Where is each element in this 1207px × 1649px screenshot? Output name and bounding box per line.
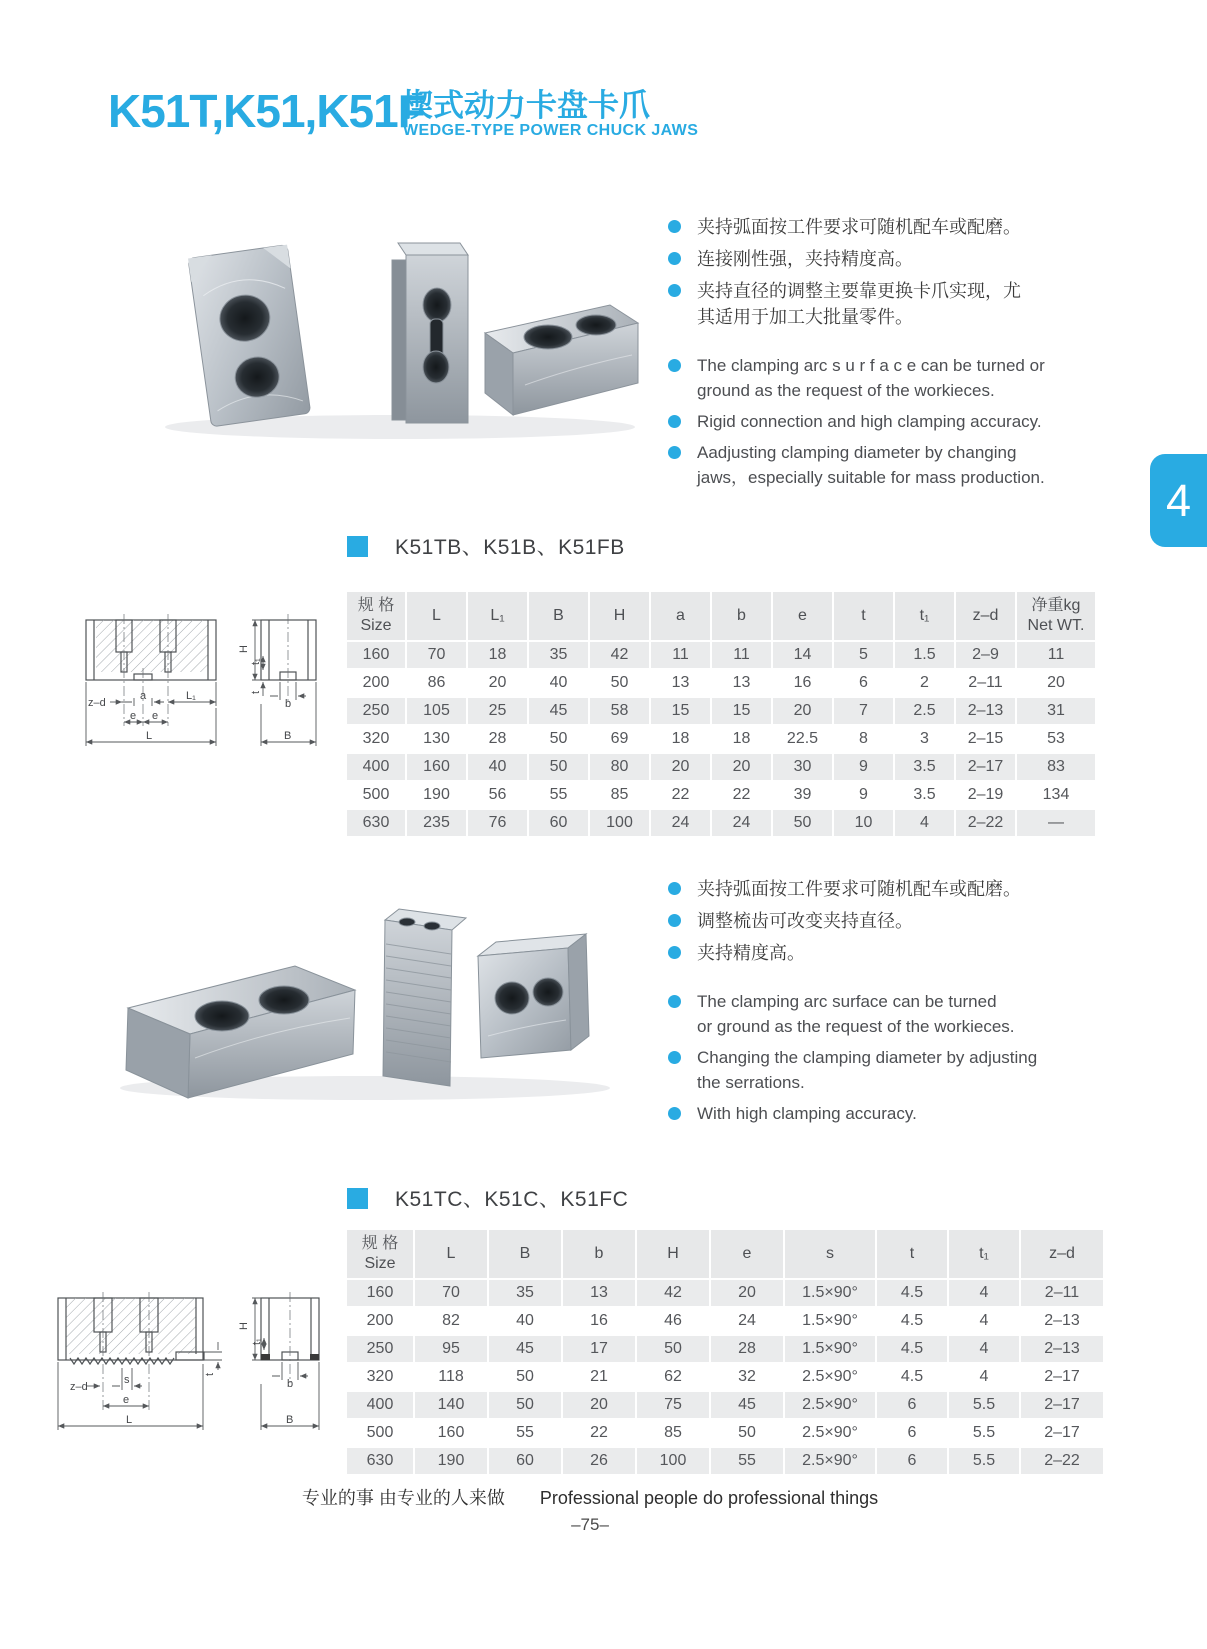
table-cell: 25 <box>468 698 527 724</box>
table-cell: 21 <box>563 1364 635 1390</box>
bullet-item <box>668 409 1138 434</box>
table-cell: 4.5 <box>877 1336 947 1362</box>
table-cell: 2–17 <box>1021 1420 1103 1446</box>
column-header: L₁ <box>468 592 527 640</box>
table-cell: 130 <box>407 726 466 752</box>
table-cell: 22 <box>563 1420 635 1446</box>
table-cell: 70 <box>407 642 466 668</box>
table-cell: 20 <box>651 754 710 780</box>
table-cell: 320 <box>347 726 405 752</box>
table-cell: 18 <box>712 726 771 752</box>
table-cell: 22.5 <box>773 726 832 752</box>
table-cell: 630 <box>347 810 405 836</box>
bullet-item <box>668 876 1138 902</box>
table-cell: 2–13 <box>1021 1336 1103 1362</box>
spec-table-2-wrap <box>345 1228 1105 1476</box>
dim-label-t1: t₁ <box>251 1338 263 1345</box>
column-header: e <box>711 1230 783 1278</box>
table-cell: 85 <box>590 782 649 808</box>
table-cell: 30 <box>773 754 832 780</box>
table-row <box>347 782 1095 808</box>
bullet-item <box>668 1101 1138 1126</box>
bullet-dot-icon <box>668 1107 681 1120</box>
table-cell: 32 <box>711 1364 783 1390</box>
spec-table-1 <box>345 590 1097 838</box>
table-cell: 4 <box>949 1280 1019 1306</box>
table-cell: 6 <box>834 670 893 696</box>
column-header: e <box>773 592 832 640</box>
table-cell: 18 <box>468 642 527 668</box>
table-cell: 55 <box>711 1448 783 1474</box>
table-cell: 4 <box>949 1336 1019 1362</box>
table-cell: 42 <box>637 1280 709 1306</box>
bullet-text: 夹持精度高。 <box>697 943 805 963</box>
table-cell: 83 <box>1017 754 1095 780</box>
table-cell: 13 <box>712 670 771 696</box>
table-cell: 160 <box>415 1420 487 1446</box>
bullet-item <box>668 908 1138 934</box>
page-title-chinese: 楔式动力卡盘卡爪 <box>402 88 650 123</box>
bullet-dot-icon <box>668 252 681 265</box>
table-cell: 2–17 <box>1021 1364 1103 1390</box>
bullet-dot-icon <box>668 882 681 895</box>
bullet-text: 夹持弧面按工件要求可随机配车或配磨。 <box>697 217 1021 237</box>
column-header: B <box>489 1230 561 1278</box>
table-cell: 76 <box>468 810 527 836</box>
table-cell: 2–22 <box>1021 1448 1103 1474</box>
dim-label-s: s <box>124 1374 130 1386</box>
table-cell: 2–13 <box>1021 1308 1103 1334</box>
bullet-text: The clamping arc s u r f a c e can be turned or ground as the request of the workieces. <box>697 356 1045 400</box>
bullet-text: Changing the clamping diameter by adjusting the serrations. <box>697 1048 1038 1092</box>
bullet-item <box>668 353 1138 403</box>
bullet-item <box>668 214 1138 240</box>
table-cell: 4 <box>949 1308 1019 1334</box>
table-cell: 50 <box>529 726 588 752</box>
table-cell: 20 <box>1017 670 1095 696</box>
table-cell: 69 <box>590 726 649 752</box>
table-cell: 400 <box>347 1392 413 1418</box>
dim-label-zd: z–d <box>70 1381 88 1393</box>
feature-list-en-2 <box>668 989 1138 1126</box>
table-cell: 40 <box>489 1308 561 1334</box>
footer-slogan-en: Professional people do professional things <box>539 1488 879 1508</box>
bullet-dot-icon <box>668 1051 681 1064</box>
page-number: –75– <box>571 1515 609 1534</box>
table-cell: 190 <box>407 782 466 808</box>
table-cell: 2–19 <box>956 782 1015 808</box>
bullet-text: The clamping arc surface can be turned or ground as the request of the workieces. <box>697 992 1015 1036</box>
table-cell: 20 <box>712 754 771 780</box>
table-cell: 160 <box>407 754 466 780</box>
table-row <box>347 1448 1103 1474</box>
table-cell: 2–9 <box>956 642 1015 668</box>
table-cell: 20 <box>468 670 527 696</box>
table-cell: 17 <box>563 1336 635 1362</box>
heading-square-icon <box>347 536 368 557</box>
heading-square-icon <box>347 1188 368 1209</box>
column-header: H <box>637 1230 709 1278</box>
bullet-text: Aadjusting clamping diameter by changing jaws，especially suitable for mass production. <box>697 443 1045 487</box>
bullet-text: 夹持弧面按工件要求可随机配车或配磨。 <box>697 879 1021 899</box>
dim-label-L: L <box>146 730 153 742</box>
table-row <box>347 1364 1103 1390</box>
table-cell: 5.5 <box>949 1420 1019 1446</box>
bullet-dot-icon <box>668 284 681 297</box>
feature-list-en <box>668 353 1138 490</box>
table-cell: 53 <box>1017 726 1095 752</box>
bullet-item <box>668 940 1138 966</box>
table-cell: 3.5 <box>895 754 954 780</box>
table-cell: 4 <box>895 810 954 836</box>
table-cell: 6 <box>877 1420 947 1446</box>
table-cell: 50 <box>711 1420 783 1446</box>
product-photo-serrated-jaws <box>100 858 645 1108</box>
table-cell: 2.5×90° <box>785 1448 875 1474</box>
table-cell: 40 <box>468 754 527 780</box>
section-heading-2 <box>347 1183 628 1213</box>
feature-list-block-1 <box>668 214 1138 496</box>
bullet-dot-icon <box>668 995 681 1008</box>
column-header: 净重kg Net WT. <box>1017 592 1095 640</box>
table-cell: 82 <box>415 1308 487 1334</box>
table-cell: 22 <box>712 782 771 808</box>
column-header: a <box>651 592 710 640</box>
column-header: t <box>834 592 893 640</box>
table-row <box>347 698 1095 724</box>
table-cell: 50 <box>529 754 588 780</box>
table-cell: 6 <box>877 1448 947 1474</box>
table-cell: 45 <box>529 698 588 724</box>
table-cell: 11 <box>651 642 710 668</box>
page-title-english: WEDGE-TYPE POWER CHUCK JAWS <box>403 122 699 139</box>
dim-label-a: a <box>140 690 147 702</box>
table-cell: 2–13 <box>956 698 1015 724</box>
table-cell: 13 <box>563 1280 635 1306</box>
table-cell: 1.5 <box>895 642 954 668</box>
table-cell: 56 <box>468 782 527 808</box>
bullet-dot-icon <box>668 914 681 927</box>
table-cell: 4.5 <box>877 1280 947 1306</box>
table-cell: 2.5 <box>895 698 954 724</box>
table-cell: 18 <box>651 726 710 752</box>
table-cell: 250 <box>347 1336 413 1362</box>
column-header: z–d <box>956 592 1015 640</box>
table-cell: 16 <box>773 670 832 696</box>
table-cell: 62 <box>637 1364 709 1390</box>
table-cell: 200 <box>347 670 405 696</box>
table-row <box>347 1308 1103 1334</box>
table-cell: 200 <box>347 1308 413 1334</box>
bullet-text: 连接刚性强，夹持精度高。 <box>697 249 913 269</box>
table-row <box>347 670 1095 696</box>
bullet-text: 调整梳齿可改变夹持直径。 <box>697 911 913 931</box>
column-header: L <box>407 592 466 640</box>
column-header: B <box>529 592 588 640</box>
bullet-text: 夹持直径的调整主要靠更换卡爪实现，尤 其适用于加工大批量零件。 <box>697 281 1021 327</box>
bullet-text: With high clamping accuracy. <box>697 1104 917 1123</box>
dim-label-L: L <box>126 1414 133 1426</box>
technical-drawing-2 <box>36 1288 336 1438</box>
table-cell: 13 <box>651 670 710 696</box>
table-row <box>347 810 1095 836</box>
section-heading-text: K51TB、K51B、K51FB <box>395 536 625 559</box>
table-cell: 11 <box>1017 642 1095 668</box>
table-cell: 400 <box>347 754 405 780</box>
table-cell: 45 <box>489 1336 561 1362</box>
table-cell: 14 <box>773 642 832 668</box>
section-heading-text: K51TC、K51C、K51FC <box>395 1188 629 1211</box>
dim-label-H: H <box>238 645 250 653</box>
column-header: H <box>590 592 649 640</box>
table-cell: 24 <box>711 1308 783 1334</box>
table-cell: 50 <box>590 670 649 696</box>
table-cell: 3 <box>895 726 954 752</box>
column-header: b <box>563 1230 635 1278</box>
table-cell: 100 <box>590 810 649 836</box>
table-cell: 50 <box>489 1364 561 1390</box>
table-cell: 4.5 <box>877 1364 947 1390</box>
table-cell: 42 <box>590 642 649 668</box>
table-cell: 630 <box>347 1448 413 1474</box>
table-cell: 46 <box>637 1308 709 1334</box>
table-cell: 60 <box>489 1448 561 1474</box>
table-cell: 28 <box>711 1336 783 1362</box>
column-header: t <box>877 1230 947 1278</box>
bullet-dot-icon <box>668 220 681 233</box>
table-cell: 20 <box>773 698 832 724</box>
table-cell: 85 <box>637 1420 709 1446</box>
table-cell: 35 <box>529 642 588 668</box>
table-cell: — <box>1017 810 1095 836</box>
spec-table-1-wrap <box>345 590 1097 838</box>
table-cell: 2–22 <box>956 810 1015 836</box>
bullet-item <box>668 989 1138 1039</box>
table-cell: 2.5×90° <box>785 1420 875 1446</box>
bullet-dot-icon <box>668 446 681 459</box>
bullet-item <box>668 246 1138 272</box>
table-row <box>347 1280 1103 1306</box>
header-row <box>347 1230 1103 1278</box>
spec-table-2 <box>345 1228 1105 1476</box>
table-cell: 45 <box>711 1392 783 1418</box>
table-cell: 190 <box>415 1448 487 1474</box>
table-cell: 7 <box>834 698 893 724</box>
dim-label-b: b <box>287 1378 294 1390</box>
bullet-dot-icon <box>668 359 681 372</box>
dim-label-e: e <box>123 1394 130 1406</box>
table-cell: 160 <box>347 1280 413 1306</box>
footer-slogan <box>30 1484 1150 1510</box>
column-header: b <box>712 592 771 640</box>
table-cell: 2 <box>895 670 954 696</box>
bullet-item <box>668 440 1138 490</box>
table-cell: 58 <box>590 698 649 724</box>
table-cell: 2–11 <box>956 670 1015 696</box>
table-cell: 95 <box>415 1336 487 1362</box>
table-cell: 2.5×90° <box>785 1392 875 1418</box>
chapter-tab-number: 4 <box>1165 474 1192 526</box>
dim-label-e1: e <box>130 710 137 722</box>
column-header: L <box>415 1230 487 1278</box>
table-cell: 6 <box>877 1392 947 1418</box>
bullet-dot-icon <box>668 415 681 428</box>
table-cell: 100 <box>637 1448 709 1474</box>
table-cell: 320 <box>347 1364 413 1390</box>
table-cell: 16 <box>563 1308 635 1334</box>
feature-list-cn <box>668 214 1138 330</box>
table-row <box>347 1392 1103 1418</box>
bullet-text: Rigid connection and high clamping accuracy. <box>697 412 1042 431</box>
dim-label-zd: z–d <box>88 697 106 709</box>
table-cell: 20 <box>563 1392 635 1418</box>
header-row <box>347 592 1095 640</box>
table-cell: 39 <box>773 782 832 808</box>
table-cell: 28 <box>468 726 527 752</box>
dim-label-b: b <box>285 698 292 710</box>
table-cell: 235 <box>407 810 466 836</box>
bullet-item <box>668 278 1138 330</box>
dim-label-t: t <box>204 1372 216 1376</box>
column-header: s <box>785 1230 875 1278</box>
table-row <box>347 754 1095 780</box>
chapter-tab <box>1150 454 1207 547</box>
table-cell: 118 <box>415 1364 487 1390</box>
table-cell: 80 <box>590 754 649 780</box>
dim-label-B: B <box>284 730 292 742</box>
dim-label-e2: e <box>152 710 159 722</box>
column-header: z–d <box>1021 1230 1103 1278</box>
table-row <box>347 642 1095 668</box>
table-cell: 35 <box>489 1280 561 1306</box>
table-cell: 24 <box>651 810 710 836</box>
table-cell: 250 <box>347 698 405 724</box>
table-cell: 11 <box>712 642 771 668</box>
page-title-model: K51T,K51,K51F <box>108 85 425 137</box>
table-cell: 26 <box>563 1448 635 1474</box>
table-cell: 20 <box>711 1280 783 1306</box>
table-cell: 140 <box>415 1392 487 1418</box>
dim-label-t1: t₁ <box>250 658 262 665</box>
table-cell: 9 <box>834 754 893 780</box>
table-cell: 4 <box>949 1364 1019 1390</box>
table-cell: 31 <box>1017 698 1095 724</box>
table-cell: 75 <box>637 1392 709 1418</box>
bullet-dot-icon <box>668 946 681 959</box>
dim-label-L1: L₁ <box>186 690 196 702</box>
table-cell: 55 <box>529 782 588 808</box>
feature-list-block-2 <box>668 876 1138 1132</box>
table-cell: 22 <box>651 782 710 808</box>
table-cell: 2–17 <box>956 754 1015 780</box>
technical-drawing-1 <box>66 608 334 758</box>
table-cell: 105 <box>407 698 466 724</box>
table-cell: 55 <box>489 1420 561 1446</box>
table-row <box>347 1420 1103 1446</box>
table-cell: 5.5 <box>949 1448 1019 1474</box>
table-row <box>347 1336 1103 1362</box>
column-header: 规 格 Size <box>347 1230 413 1278</box>
table-cell: 2–15 <box>956 726 1015 752</box>
table-cell: 2.5×90° <box>785 1364 875 1390</box>
table-cell: 4.5 <box>877 1308 947 1334</box>
table-row <box>347 726 1095 752</box>
section-heading-1 <box>347 531 625 561</box>
table-cell: 50 <box>637 1336 709 1362</box>
product-photo-straight-jaws <box>140 205 640 445</box>
column-header: t₁ <box>949 1230 1019 1278</box>
footer-slogan-cn: 专业的事 由专业的人来做 <box>301 1488 505 1508</box>
table-cell: 500 <box>347 1420 413 1446</box>
table-cell: 15 <box>712 698 771 724</box>
column-header: t₁ <box>895 592 954 640</box>
table-cell: 50 <box>773 810 832 836</box>
feature-list-cn-2 <box>668 876 1138 966</box>
table-cell: 15 <box>651 698 710 724</box>
table-cell: 2–17 <box>1021 1392 1103 1418</box>
table-cell: 2–11 <box>1021 1280 1103 1306</box>
column-header: 规 格 Size <box>347 592 405 640</box>
table-cell: 1.5×90° <box>785 1308 875 1334</box>
table-cell: 9 <box>834 782 893 808</box>
table-cell: 134 <box>1017 782 1095 808</box>
table-cell: 86 <box>407 670 466 696</box>
bullet-item <box>668 1045 1138 1095</box>
table-cell: 5 <box>834 642 893 668</box>
table-cell: 8 <box>834 726 893 752</box>
table-cell: 500 <box>347 782 405 808</box>
table-cell: 1.5×90° <box>785 1336 875 1362</box>
table-cell: 24 <box>712 810 771 836</box>
table-cell: 40 <box>529 670 588 696</box>
table-cell: 10 <box>834 810 893 836</box>
table-cell: 160 <box>347 642 405 668</box>
dim-label-B: B <box>286 1414 294 1426</box>
table-cell: 1.5×90° <box>785 1280 875 1306</box>
table-cell: 50 <box>489 1392 561 1418</box>
dim-label-H: H <box>238 1322 250 1330</box>
table-cell: 3.5 <box>895 782 954 808</box>
dim-label-t: t <box>250 690 262 694</box>
table-cell: 70 <box>415 1280 487 1306</box>
table-cell: 60 <box>529 810 588 836</box>
table-cell: 5.5 <box>949 1392 1019 1418</box>
